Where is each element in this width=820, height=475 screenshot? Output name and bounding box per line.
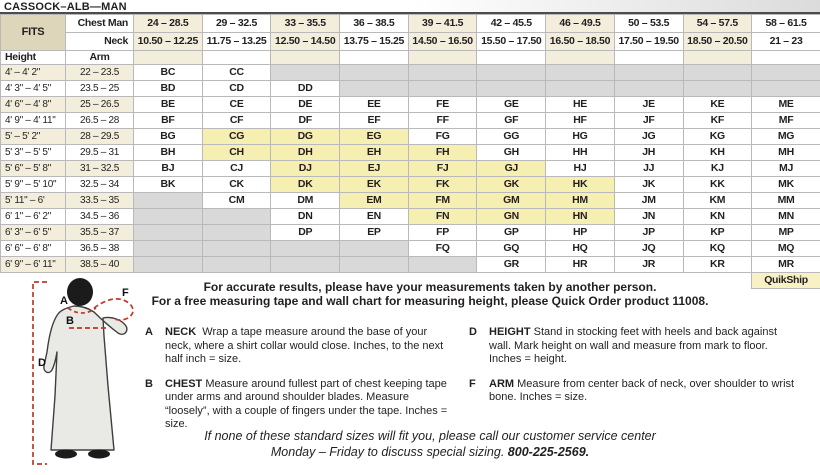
- fits-label: FITS: [1, 15, 66, 51]
- table-row: [1, 15, 820, 33]
- size-code-jk: JK: [614, 177, 683, 193]
- size-code-mh: MH: [752, 145, 820, 161]
- size-code-mj: MJ: [752, 161, 820, 177]
- guide-text: [489, 378, 799, 405]
- size-code-bd: BD: [134, 81, 203, 97]
- height-range: 6' 1" – 6' 2": [1, 209, 66, 225]
- arm-range: 33.5 – 35: [66, 193, 134, 209]
- size-code-bc: BC: [134, 65, 203, 81]
- table-row: [1, 33, 820, 51]
- height-column-label: Height: [1, 51, 66, 65]
- empty-cell: [546, 65, 615, 81]
- size-code-bh: BH: [134, 145, 203, 161]
- size-code-hq: HQ: [546, 241, 615, 257]
- guide-item-height: [469, 326, 799, 367]
- size-code-fe: FE: [408, 97, 477, 113]
- neck-range: 18.50 – 20.50: [683, 33, 752, 51]
- figure-label-d: D: [38, 357, 46, 369]
- empty-cell: [614, 65, 683, 81]
- empty-cell: [477, 81, 546, 97]
- guide-letter: A: [145, 326, 153, 338]
- header-spacer-cell: [134, 51, 203, 65]
- size-code-fg: FG: [408, 129, 477, 145]
- neck-range: 10.50 – 12.25: [134, 33, 203, 51]
- size-code-fk: FK: [408, 177, 477, 193]
- arm-range: 23.5 – 25: [66, 81, 134, 97]
- arm-range: 26.5 – 28: [66, 113, 134, 129]
- size-code-dm: DM: [271, 193, 340, 209]
- neck-range: 12.50 – 14.50: [271, 33, 340, 51]
- height-range: 4' 9" – 4' 11": [1, 113, 66, 129]
- empty-cell: [683, 81, 752, 97]
- empty-cell: [271, 241, 340, 257]
- size-code-df: DF: [271, 113, 340, 129]
- arm-range: 29.5 – 31: [66, 145, 134, 161]
- chest-range: 42 – 45.5: [477, 15, 546, 33]
- size-code-gf: GF: [477, 113, 546, 129]
- size-code-jg: JG: [614, 129, 683, 145]
- size-code-bk: BK: [134, 177, 203, 193]
- empty-cell: [340, 81, 409, 97]
- arm-range: 32.5 – 34: [66, 177, 134, 193]
- special-sizing-text: Monday – Friday to discuss special sizing.: [270, 445, 505, 459]
- height-range: 5' 6" – 5' 8": [1, 161, 66, 177]
- arm-range: 38.5 – 40: [66, 257, 134, 273]
- size-code-gm: GM: [477, 193, 546, 209]
- neck-range: 11.75 – 13.25: [202, 33, 271, 51]
- measure-guide-right-column: [469, 326, 799, 432]
- table-row: [1, 225, 820, 241]
- customer-service-phone: 800-225-2569.: [507, 445, 590, 459]
- empty-cell: [202, 241, 271, 257]
- size-code-be: BE: [134, 97, 203, 113]
- table-row: [1, 129, 820, 145]
- height-range: 6' 3" – 6' 5": [1, 225, 66, 241]
- size-code-kn: KN: [683, 209, 752, 225]
- scan-gradient: [410, 0, 820, 12]
- size-code-ge: GE: [477, 97, 546, 113]
- height-range: 6' 9" – 6' 11": [1, 257, 66, 273]
- size-code-dj: DJ: [271, 161, 340, 177]
- size-code-ce: CE: [202, 97, 271, 113]
- table-row: [1, 193, 820, 209]
- chest-range: 33 – 35.5: [271, 15, 340, 33]
- height-range: 5' 9" – 5' 10": [1, 177, 66, 193]
- special-sizing-note: [90, 428, 770, 460]
- arm-range: 36.5 – 38: [66, 241, 134, 257]
- empty-cell: [202, 257, 271, 273]
- empty-cell: [340, 65, 409, 81]
- size-code-gk: GK: [477, 177, 546, 193]
- size-code-kp: KP: [683, 225, 752, 241]
- neck-row-label: Neck: [66, 33, 134, 51]
- size-code-gh: GH: [477, 145, 546, 161]
- guide-letter: B: [145, 377, 153, 390]
- neck-range: 14.50 – 16.50: [408, 33, 477, 51]
- size-code-cf: CF: [202, 113, 271, 129]
- chest-range: 58 – 61.5: [752, 15, 820, 33]
- arm-range: 28 – 29.5: [66, 129, 134, 145]
- accuracy-note-line1: For accurate results, please have your measurements taken by another person.: [203, 280, 657, 294]
- size-code-cj: CJ: [202, 161, 271, 177]
- size-code-ff: FF: [408, 113, 477, 129]
- guide-item-neck: [145, 326, 455, 367]
- size-code-jf: JF: [614, 113, 683, 129]
- size-code-mk: MK: [752, 177, 820, 193]
- arm-range: 31 – 32.5: [66, 161, 134, 177]
- table-row: [1, 177, 820, 193]
- size-code-mf: MF: [752, 113, 820, 129]
- guide-term: ARM: [489, 377, 515, 390]
- guide-description: Wrap a tape measure around the base of your neck, where a shirt collar would close. Inches, to the next half inch = size.: [165, 326, 444, 365]
- table-row: [1, 113, 820, 129]
- empty-cell: [134, 193, 203, 209]
- header-spacer-cell: [614, 51, 683, 65]
- size-code-dk: DK: [271, 177, 340, 193]
- guide-text: [165, 378, 455, 432]
- size-code-dp: DP: [271, 225, 340, 241]
- empty-cell: [202, 225, 271, 241]
- size-code-fp: FP: [408, 225, 477, 241]
- size-code-kk: KK: [683, 177, 752, 193]
- size-code-jp: JP: [614, 225, 683, 241]
- size-code-ep: EP: [340, 225, 409, 241]
- size-code-dd: DD: [271, 81, 340, 97]
- size-code-kh: KH: [683, 145, 752, 161]
- size-code-mq: MQ: [752, 241, 820, 257]
- guide-item-arm: [469, 378, 799, 405]
- header-spacer-cell: [271, 51, 340, 65]
- header-spacer-cell: [683, 51, 752, 65]
- size-code-kf: KF: [683, 113, 752, 129]
- empty-cell: [134, 241, 203, 257]
- size-code-jn: JN: [614, 209, 683, 225]
- chest-row-label: Chest Man: [66, 15, 134, 33]
- size-code-kg: KG: [683, 129, 752, 145]
- neck-range: 13.75 – 15.25: [340, 33, 409, 51]
- neck-range: 21 – 23: [752, 33, 820, 51]
- guide-letter: D: [469, 326, 477, 338]
- empty-cell: [271, 65, 340, 81]
- arm-range: 34.5 – 36: [66, 209, 134, 225]
- size-code-he: HE: [546, 97, 615, 113]
- size-code-mp: MP: [752, 225, 820, 241]
- size-code-hg: HG: [546, 129, 615, 145]
- size-code-jh: JH: [614, 145, 683, 161]
- size-code-gj: GJ: [477, 161, 546, 177]
- arm-column-label: Arm: [66, 51, 134, 65]
- size-code-mg: MG: [752, 129, 820, 145]
- empty-cell: [134, 225, 203, 241]
- header-spacer-cell: [340, 51, 409, 65]
- size-code-cd: CD: [202, 81, 271, 97]
- size-code-fm: FM: [408, 193, 477, 209]
- size-code-kq: KQ: [683, 241, 752, 257]
- table-row: [1, 161, 820, 177]
- guide-letter: F: [469, 377, 476, 390]
- height-range: 5' 11" – 6': [1, 193, 66, 209]
- special-sizing-line2: [90, 444, 770, 460]
- guide-description: Measure around fullest part of chest keeping tape under arms and around shoulder blades. Measure “loosely”, with a couple of fingers under the tape. Inches = size.: [165, 377, 448, 430]
- table-row: [1, 51, 820, 65]
- size-code-km: KM: [683, 193, 752, 209]
- size-code-kr: KR: [683, 257, 752, 273]
- height-range: 4' – 4' 2": [1, 65, 66, 81]
- empty-cell: [340, 241, 409, 257]
- size-code-fj: FJ: [408, 161, 477, 177]
- empty-cell: [546, 81, 615, 97]
- arm-range: 35.5 – 37: [66, 225, 134, 241]
- guide-term: NECK: [165, 326, 197, 338]
- size-code-hh: HH: [546, 145, 615, 161]
- size-code-ke: KE: [683, 97, 752, 113]
- size-code-hk: HK: [546, 177, 615, 193]
- empty-cell: [134, 257, 203, 273]
- size-code-eg: EG: [340, 129, 409, 145]
- empty-cell: [614, 81, 683, 97]
- arm-range: 22 – 23.5: [66, 65, 134, 81]
- size-code-gn: GN: [477, 209, 546, 225]
- empty-cell: [271, 257, 340, 273]
- empty-cell: [134, 209, 203, 225]
- size-code-cm: CM: [202, 193, 271, 209]
- header-spacer-cell: [202, 51, 271, 65]
- size-code-ek: EK: [340, 177, 409, 193]
- table-row: [1, 97, 820, 113]
- chest-range: 54 – 57.5: [683, 15, 752, 33]
- size-code-jj: JJ: [614, 161, 683, 177]
- size-code-bj: BJ: [134, 161, 203, 177]
- size-code-hj: HJ: [546, 161, 615, 177]
- size-code-kj: KJ: [683, 161, 752, 177]
- empty-cell: [477, 65, 546, 81]
- size-code-en: EN: [340, 209, 409, 225]
- size-code-mm: MM: [752, 193, 820, 209]
- size-code-cg: CG: [202, 129, 271, 145]
- measure-guide: [145, 326, 799, 432]
- size-code-hn: HN: [546, 209, 615, 225]
- height-range: 5' – 5' 2": [1, 129, 66, 145]
- size-code-fh: FH: [408, 145, 477, 161]
- size-code-ch: CH: [202, 145, 271, 161]
- size-code-cc: CC: [202, 65, 271, 81]
- size-code-ck: CK: [202, 177, 271, 193]
- figure-label-b: B: [66, 315, 74, 327]
- table-row: [1, 65, 820, 81]
- header-spacer-cell: [408, 51, 477, 65]
- accuracy-note: [90, 280, 770, 308]
- height-range: 5' 3" – 5' 5": [1, 145, 66, 161]
- size-code-ee: EE: [340, 97, 409, 113]
- table-row: [1, 81, 820, 97]
- figure-foot-left: [55, 450, 77, 459]
- chest-range: 39 – 41.5: [408, 15, 477, 33]
- size-code-gg: GG: [477, 129, 546, 145]
- special-sizing-line1: If none of these standard sizes will fit you, please call our customer service center: [204, 429, 656, 443]
- size-code-gr: GR: [477, 257, 546, 273]
- quikship-badge: QuikShip: [752, 273, 820, 289]
- guide-term: CHEST: [165, 377, 203, 390]
- size-code-hm: HM: [546, 193, 615, 209]
- size-code-jq: JQ: [614, 241, 683, 257]
- size-code-gp: GP: [477, 225, 546, 241]
- guide-item-chest: [145, 378, 455, 432]
- size-code-eh: EH: [340, 145, 409, 161]
- size-code-fn: FN: [408, 209, 477, 225]
- neck-range: 17.50 – 19.50: [614, 33, 683, 51]
- figure-label-a: A: [60, 295, 68, 307]
- height-range: 6' 6" – 6' 8": [1, 241, 66, 257]
- size-code-gq: GQ: [477, 241, 546, 257]
- header-spacer-cell: [477, 51, 546, 65]
- table-row: [1, 241, 820, 257]
- guide-term: HEIGHT: [489, 326, 531, 338]
- table-row: [1, 145, 820, 161]
- size-code-je: JE: [614, 97, 683, 113]
- empty-cell: [408, 257, 477, 273]
- height-range: 4' 6" – 4' 8": [1, 97, 66, 113]
- size-code-bf: BF: [134, 113, 203, 129]
- size-code-hf: HF: [546, 113, 615, 129]
- size-code-em: EM: [340, 193, 409, 209]
- table-row: [1, 257, 820, 273]
- neck-range: 16.50 – 18.50: [546, 33, 615, 51]
- accuracy-note-line2: For a free measuring tape and wall chart for measuring height, please Quick Order product 11008.: [151, 294, 709, 308]
- measure-guide-left-column: [145, 326, 455, 432]
- guide-text: [165, 326, 455, 367]
- empty-cell: [340, 257, 409, 273]
- empty-cell: [202, 209, 271, 225]
- empty-cell: [408, 81, 477, 97]
- size-code-mn: MN: [752, 209, 820, 225]
- size-chart-table: [0, 14, 820, 289]
- guide-text: [489, 326, 799, 367]
- header-spacer-cell: [752, 51, 820, 65]
- size-code-jr: JR: [614, 257, 683, 273]
- measurement-instructions-section: [0, 276, 820, 475]
- height-range: 4' 3" – 4' 5": [1, 81, 66, 97]
- page-title: CASSOCK–ALB—MAN: [0, 0, 820, 14]
- size-code-hp: HP: [546, 225, 615, 241]
- neck-range: 15.50 – 17.50: [477, 33, 546, 51]
- empty-cell: [752, 65, 820, 81]
- empty-cell: [408, 65, 477, 81]
- chest-range: 46 – 49.5: [546, 15, 615, 33]
- height-measure-line: [33, 282, 47, 464]
- empty-cell: [752, 81, 820, 97]
- chest-range: 36 – 38.5: [340, 15, 409, 33]
- header-spacer-cell: [546, 51, 615, 65]
- size-code-dh: DH: [271, 145, 340, 161]
- table-row: [1, 209, 820, 225]
- figure-label-f: F: [122, 287, 129, 299]
- size-code-fq: FQ: [408, 241, 477, 257]
- size-code-de: DE: [271, 97, 340, 113]
- size-code-ef: EF: [340, 113, 409, 129]
- size-code-dn: DN: [271, 209, 340, 225]
- chest-range: 29 – 32.5: [202, 15, 271, 33]
- size-code-dg: DG: [271, 129, 340, 145]
- empty-cell: [683, 65, 752, 81]
- size-code-bg: BG: [134, 129, 203, 145]
- size-code-jm: JM: [614, 193, 683, 209]
- size-code-ej: EJ: [340, 161, 409, 177]
- guide-description: Measure from center back of neck, over shoulder to wrist bone. Inches = size.: [489, 377, 795, 403]
- guide-description: Stand in stocking feet with heels and back against wall. Mark height on wall and measure from mark to floor. Inches = height.: [489, 326, 777, 365]
- size-code-mr: MR: [752, 257, 820, 273]
- arm-range: 25 – 26.5: [66, 97, 134, 113]
- chest-range: 24 – 28.5: [134, 15, 203, 33]
- size-code-hr: HR: [546, 257, 615, 273]
- size-code-me: ME: [752, 97, 820, 113]
- chest-range: 50 – 53.5: [614, 15, 683, 33]
